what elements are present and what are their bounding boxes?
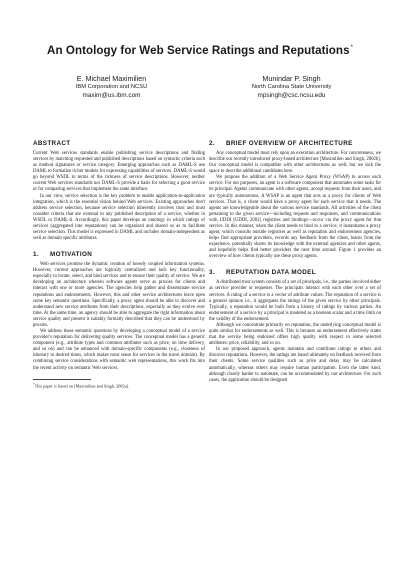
section-title: BRIEF OVERVIEW OF ARCHITECTURE [226,140,353,147]
author-name: E. Michael Maximilien [76,74,147,83]
author-affiliation: IBM Corporation and NCSU [75,83,148,90]
footnote-mark: * [33,381,35,386]
body-paragraph: Web services promise the dynamic creation of loosely coupled information systems. However, current approaches are logically centralized and lack key functionality, especially to locate, select, and bind services and to ensure their quality of service. We are developing an architecture wherein software agents serve as proxies for clients and interact with one or more agencies. The agencies help gather and disseminate service reputations and endorsements. However, this and other service architectures leave open some key semantic questions. Specifically, a proxy agent should be able to discover and understand new service attributes from their descriptions, especially as they evolve over time. At the same time, an agency should be able to aggregate the right information about service quality and present it suitably formally described that they can be understood by proxies. [33,262,205,328]
section-number: 3. [209,269,215,277]
section-number: 1. [33,251,39,259]
section-heading-architecture [209,140,381,147]
paper-title: An Ontology for Web Service Ratings and Reputations* [47,44,353,57]
body-paragraph: We propose the addition of a Web Service Agent Proxy (WSAP) to access each service. For our purposes, an agent is a software component that automates some tasks for its principal. Agents communicate with other agents, accept requests from their users, and are typically autonomous. A WSAP is an agent that acts as a proxy for clients of Web services. That is, a client would have a proxy agent for each service that it needs. The agents are knowledgeable about the various service standards. All activities of the client pertaining to the given service—including requests and responses, and communications with UDDI [UDDI, 2002] registries and bindings—occur via the proxy agent for that service. In this manner, when the client needs to bind to a service, it instantiates a proxy agent, which consults outside registries as well as reputation and endorsement agencies, helps find appropriate providers, records any feedback from the client, learns from the experience, potentially shares its knowledge with the external agencies and other agents, and hopefully helps find better providers the next time around. Figure 1 provides an overview of how clients typically use these proxy agents. [209,175,381,260]
author-name: Munindar P. Singh [262,74,321,83]
section-number: 2. [209,140,215,147]
body-paragraph: Any conceptual model must rely upon an execution architecture. For concreteness, we describe our recently introduced proxy-based architecture [Maximilien and Singh, 2002b]. Our conceptual model is compatible with other architectures as well, but we lack the space to describe additional candidates here. [209,151,381,175]
title-footnote-mark: * [350,45,353,52]
right-column [209,140,381,384]
body-paragraph: Although we concentrate primarily on reputation, the underlying conceptual model is quite similar for endorsements as well. This is because an endorsement effectively states that the service being endorsed offers high quality with respect to some selected attributes: price, reliability, and so on. [209,322,381,347]
body-paragraph: A distributed trust system consists of a set of principals, i.e., the parties involved either as service provider or requester. The principals interact with each other over a set of services. A rating of a service is a vector of attribute values. The reputation of a service is a general opinion i.e., it aggregates the ratings of the given service by other principals. Typically, a reputation would be built from a history of ratings by various parties. An endorsement of a service by a principal is modeled as a boolean scalar and a time limit on the validity of the endorsement. [209,280,381,322]
section-heading-motivation [33,251,205,258]
author-email: mpsingh@csc.ncsu.edu [257,92,326,99]
section-title: REPUTATION DATA MODEL [226,269,316,277]
body-paragraph: In our proposed approach, agents maintain and contribute ratings to others and discover reputations. However, the ratings are based ultimately on feedback received from their clients. Some service qualities such as price and delay may be calculated automatically, whereas others may require human participation. Even the latter kind, although clearly harder to automate, can be accommodated by our architecture. For such cases, the application should be designed [209,347,381,383]
author-affiliation: North Carolina State University [251,83,332,90]
author-block [24,74,199,100]
section-title: MOTIVATION [50,251,93,259]
abstract-paragraph: In our view, service selection is the key problem to enable application-to-application integration, which is the essential vision behind Web services. Existing approaches don't address service selection, because service selection inherently involves trust and must consider criteria that are external to any published description of a service, whether in WSDL or DAML-S. Accordingly, this paper develops an ontology in which ratings of services (aggregated into reputations) can be organized and shared so as to facilitate service selection. This model is expressed in DAML and includes domain-independent as well as domain specific attributes. [33,193,205,242]
author-block [204,74,379,100]
footnote-rule [33,379,91,380]
abstract-heading: ABSTRACT [33,140,71,147]
abstract-paragraph: Current Web services standards enable publishing service descriptions and finding services by matching requested and published descriptions based on syntactic criteria such as method signatures or service category. Emerging approaches such as DAML-S use DAML to formalize richer models for expressing capabilities of services. DAML-S would go beyond WSDL in terms of the richness of service descriptions. However, neither current Web services standards nor DAML-S provide a basis for selecting a good service or for comparing services that implement the same interface. [33,151,205,193]
left-column [33,140,205,389]
author-email: maxim@us.ibm.com [82,92,141,99]
footnote: *This paper is based on [Maximilien and Singh, 2002a]. [33,381,130,388]
body-paragraph: We address these semantic questions by developing a conceptual model of a service provider's reputation for delivering quality services. The conceptual model has a generic component (e.g., attribute types and common attributes such as price, on time delivery, and so on) and can be enhanced with domain-specific components (e.g., closeness of itinerary to desired times, which makes most sense for services in the travel domain). By combining service considerations with semantic web representations, this work fits into the recent activity on semantic Web services. [33,329,205,371]
section-heading-reputation [209,269,381,276]
